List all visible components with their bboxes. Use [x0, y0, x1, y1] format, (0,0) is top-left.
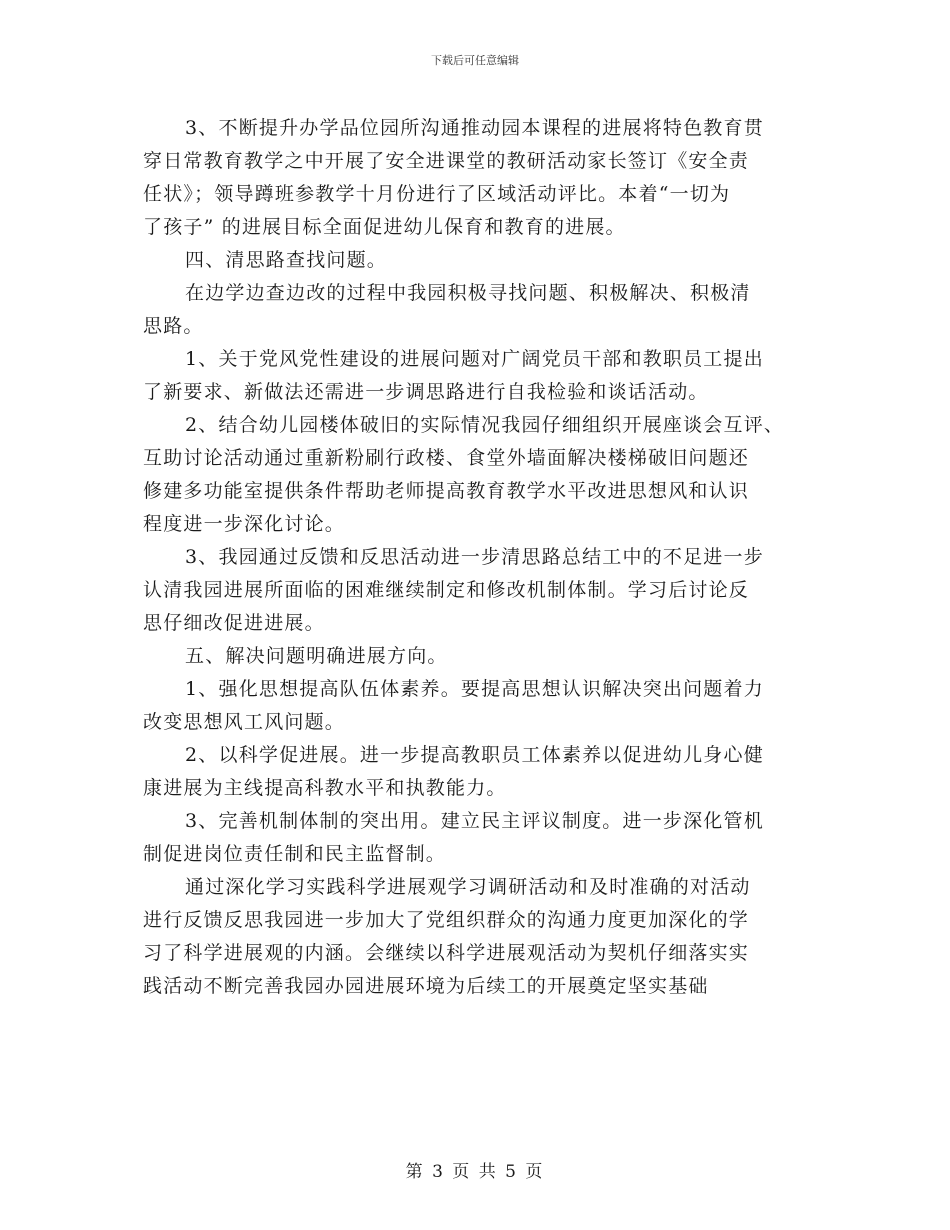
text-line: 了孩子” 的进展目标全面促进幼儿保育和教育的进展。 [143, 216, 626, 238]
text-line: 制促进岗位责任制和民主监督制。 [143, 843, 447, 865]
text-line: 了新要求、新做法还需进一步调思路进行自我检验和谈话活动。 [143, 381, 709, 403]
text-line: 认清我园进展所面临的困难继续制定和修改机制体制。学习后讨论反 [143, 579, 750, 601]
text-line: 在边学边查边改的过程中我园积极寻找问题、积极解决、积极清 [185, 282, 751, 304]
text-line: 1、关于党风党性建设的进展问题对广阔党员干部和教职员工提出 [185, 348, 764, 370]
text-line: 进行反馈反思我园进一步加大了党组织群众的沟通力度更加深化的学 [143, 909, 750, 931]
page-number: 第 3 页 共 5 页 [405, 1162, 545, 1182]
text-line: 3、我园通过反馈和反思活动进一步清思路总结工中的不足进一步 [185, 546, 764, 568]
text-line: 程度进一步深化讨论。 [143, 513, 346, 535]
text-line: 四、清思路查找问题。 [185, 249, 388, 271]
text-line: 穿日常教育教学之中开展了安全进课堂的教研活动家长签订《安全责 [143, 150, 750, 172]
document-body [143, 112, 808, 1003]
text-line: 3、不断提升办学品位园所沟通推动园本课程的进展将特色教育贯 [185, 117, 764, 139]
text-line: 五、解决问题明确进展方向。 [185, 645, 448, 667]
text-line: 3、完善机制体制的突出用。建立民主评议制度。进一步深化管机 [185, 810, 764, 832]
text-line: 通过深化学习实践科学进展观学习调研活动和及时准确的对活动 [185, 876, 751, 898]
text-line: 思路。 [143, 315, 204, 337]
page-header-note: 下载后可任意编辑 [431, 54, 519, 67]
text-line: 改变思想风工风问题。 [143, 711, 346, 733]
text-line: 思仔细改促进进展。 [143, 612, 325, 634]
text-line: 1、强化思想提高队伍体素养。要提高思想认识解决突出问题着力 [185, 678, 764, 700]
text-line: 践活动不断完善我园办园进展环境为后续工的开展奠定坚实基础 [143, 975, 709, 997]
text-line: 2、以科学促进展。进一步提高教职员工体素养以促进幼儿身心健 [185, 744, 764, 766]
text-line: 互助讨论活动通过重新粉刷行政楼、食堂外墙面解决楼梯破旧问题还 [143, 447, 750, 469]
text-line: 任状》；领导蹲班参教学十月份进行了区域活动评比。本着“一切为 [143, 183, 731, 205]
text-line: 康进展为主线提高科教水平和执教能力。 [143, 777, 507, 799]
text-line: 习了科学进展观的内涵。会继续以科学进展观活动为契机仔细落实实 [143, 942, 750, 964]
text-line: 2、结合幼儿园楼体破旧的实际情况我园仔细组织开展座谈会互评、 [185, 414, 785, 436]
text-line: 修建多功能室提供条件帮助老师提高教育教学水平改进思想风和认识 [143, 480, 750, 502]
